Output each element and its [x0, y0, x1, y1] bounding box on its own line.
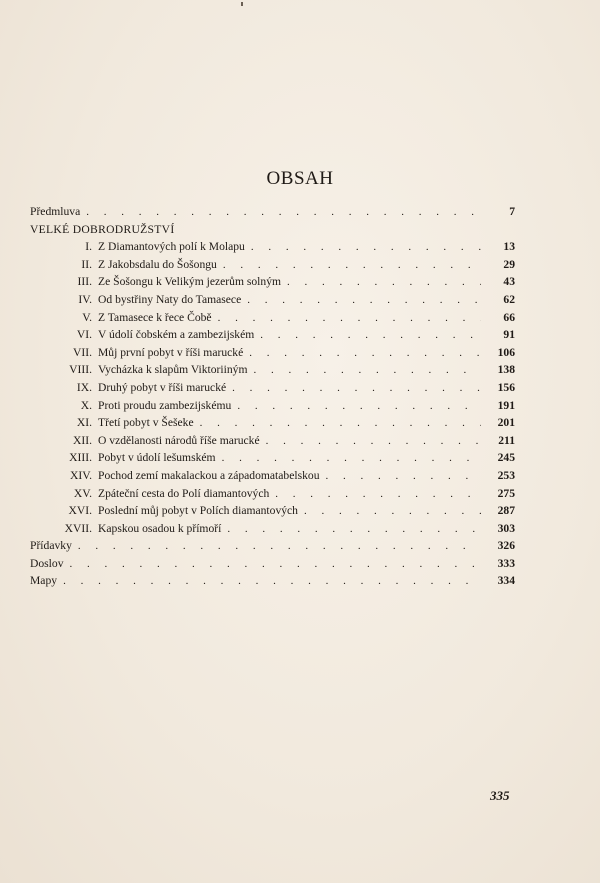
toc-entry-title: Poslední můj pobyt v Polích diamantových [98, 504, 298, 518]
toc-entry-title: Předmluva [30, 205, 81, 218]
toc-entry-title: Můj první pobyt v říši marucké [98, 345, 244, 359]
toc-entry-title: Z Diamantových polí k Molapu [98, 240, 245, 254]
toc-section-heading [30, 223, 515, 241]
toc-chapter-numeral: IV. [78, 292, 92, 306]
toc-entry [30, 328, 515, 346]
toc-entry-page: 13 [503, 240, 515, 254]
toc-entry [30, 346, 515, 364]
toc-chapter-numeral: IX. [76, 380, 92, 394]
toc-entry-page: 7 [509, 205, 515, 218]
toc-entry-page: 62 [503, 292, 515, 306]
toc-entry-title: Druhý pobyt v říši marucké [98, 380, 227, 394]
toc-entry [30, 240, 515, 258]
toc-entry-page: 334 [497, 574, 515, 588]
toc-entry [30, 293, 515, 311]
toc-entry [30, 399, 515, 417]
toc-entry [30, 275, 515, 293]
toc-leader-dots [287, 276, 481, 288]
toc-leader-dots [275, 488, 481, 500]
toc-chapter-numeral: VII. [73, 345, 92, 359]
toc-entry-page: 106 [497, 345, 515, 359]
toc-chapter-numeral: XV. [73, 486, 92, 500]
toc-entry [30, 504, 515, 522]
toc-entry [30, 381, 515, 399]
toc-entry-page: 303 [497, 521, 515, 535]
toc-chapter-numeral: III. [77, 275, 92, 289]
toc-leader-dots [249, 347, 481, 359]
toc-entry-page: 91 [503, 328, 515, 342]
toc-entry [30, 574, 515, 592]
page-title: OBSAH [266, 168, 334, 189]
toc-entry-title: Proti proudu zambezijskému [98, 398, 232, 412]
toc-entry [30, 416, 515, 434]
toc-entry-page: 275 [497, 486, 515, 500]
toc-entry [30, 487, 515, 505]
toc-entry [30, 469, 515, 487]
toc-entry [30, 363, 515, 381]
toc-leader-dots [232, 382, 481, 394]
toc-entry-page: 43 [503, 275, 515, 289]
toc-entry-page: 253 [497, 468, 515, 482]
toc-leader-dots [78, 540, 481, 552]
toc-entry-page: 29 [503, 257, 515, 271]
toc-entry-page: 333 [497, 556, 515, 570]
toc-leader-dots [253, 364, 481, 376]
toc-leader-dots [304, 505, 481, 517]
toc-entry-title: Z Tamasece k řece Čobě [98, 310, 212, 324]
toc-entry-page: 66 [503, 310, 515, 324]
toc-chapter-numeral: XI. [76, 416, 92, 430]
toc-chapter-numeral: XIII. [69, 451, 92, 465]
toc-entry [30, 205, 515, 223]
toc-entry-title: Přídavky [30, 539, 72, 553]
toc-entry [30, 522, 515, 540]
toc-entry-title: Vycházka k slapům Viktoriiným [98, 363, 248, 377]
toc-entry [30, 539, 515, 557]
toc-entry [30, 451, 515, 469]
toc-chapter-numeral: XVI. [68, 504, 92, 518]
toc-leader-dots [86, 206, 481, 218]
toc-entry-title: Zpáteční cesta do Polí diamantových [98, 486, 270, 500]
toc-entry-title: Ze Šošongu k Velikým jezerům solným [98, 275, 282, 289]
toc-chapter-numeral: VIII. [69, 363, 92, 377]
toc-entry-page: 138 [497, 363, 515, 377]
toc-entry-title: Z Jakobsdalu do Šošongu [98, 257, 217, 271]
toc-entry-title: Třetí pobyt v Šešeke [98, 416, 194, 430]
table-of-contents [30, 205, 515, 592]
toc-entry-page: 191 [497, 398, 515, 412]
toc-entry-title: Doslov [30, 556, 64, 570]
toc-chapter-numeral: XIV. [69, 468, 92, 482]
toc-leader-dots [260, 329, 481, 341]
toc-entry [30, 311, 515, 329]
toc-leader-dots [326, 470, 482, 482]
toc-entry-page: 156 [497, 380, 515, 394]
toc-entry-title: Pochod zemí makalackou a západomatabelskou [98, 468, 320, 482]
toc-entry [30, 258, 515, 276]
toc-entry-page: 201 [497, 416, 515, 430]
toc-chapter-numeral: X. [80, 398, 92, 412]
toc-entry-page: 326 [497, 539, 515, 553]
toc-chapter-numeral: I. [85, 240, 92, 254]
toc-leader-dots [218, 312, 481, 324]
toc-leader-dots [70, 558, 482, 570]
toc-leader-dots [251, 241, 481, 253]
toc-entry [30, 434, 515, 452]
page-mark [241, 2, 243, 6]
toc-entry-page: 245 [497, 451, 515, 465]
toc-chapter-numeral: II. [81, 257, 92, 271]
page-number: 335 [490, 788, 510, 803]
toc-entry-title: Pobyt v údolí lešumském [98, 451, 216, 465]
toc-chapter-numeral: XVII. [64, 521, 92, 535]
toc-leader-dots [63, 575, 481, 587]
toc-chapter-numeral: XII. [73, 433, 92, 447]
toc-chapter-numeral: VI. [76, 328, 92, 342]
toc-chapter-numeral: V. [82, 310, 92, 324]
toc-entry-page: 287 [497, 504, 515, 518]
toc-entry-title: Kapskou osadou k přímoří [98, 521, 222, 535]
toc-entry-title: V údolí čobském a zambezijském [98, 328, 255, 342]
toc-entry-title: Od bystřiny Naty do Tamasece [98, 292, 242, 306]
toc-leader-dots [200, 417, 481, 429]
toc-leader-dots [227, 523, 481, 535]
toc-entry-page: 211 [498, 433, 515, 447]
toc-entry-title: O vzdělanosti národů říše marucké [98, 433, 260, 447]
toc-section-title: VELKÉ DOBRODRUŽSTVÍ [30, 222, 175, 236]
toc-leader-dots [266, 435, 481, 447]
toc-leader-dots [247, 294, 481, 306]
toc-leader-dots [222, 452, 481, 464]
toc-leader-dots [223, 259, 481, 271]
toc-entry [30, 557, 515, 575]
toc-leader-dots [237, 400, 481, 412]
toc-entry-title: Mapy [30, 574, 58, 588]
